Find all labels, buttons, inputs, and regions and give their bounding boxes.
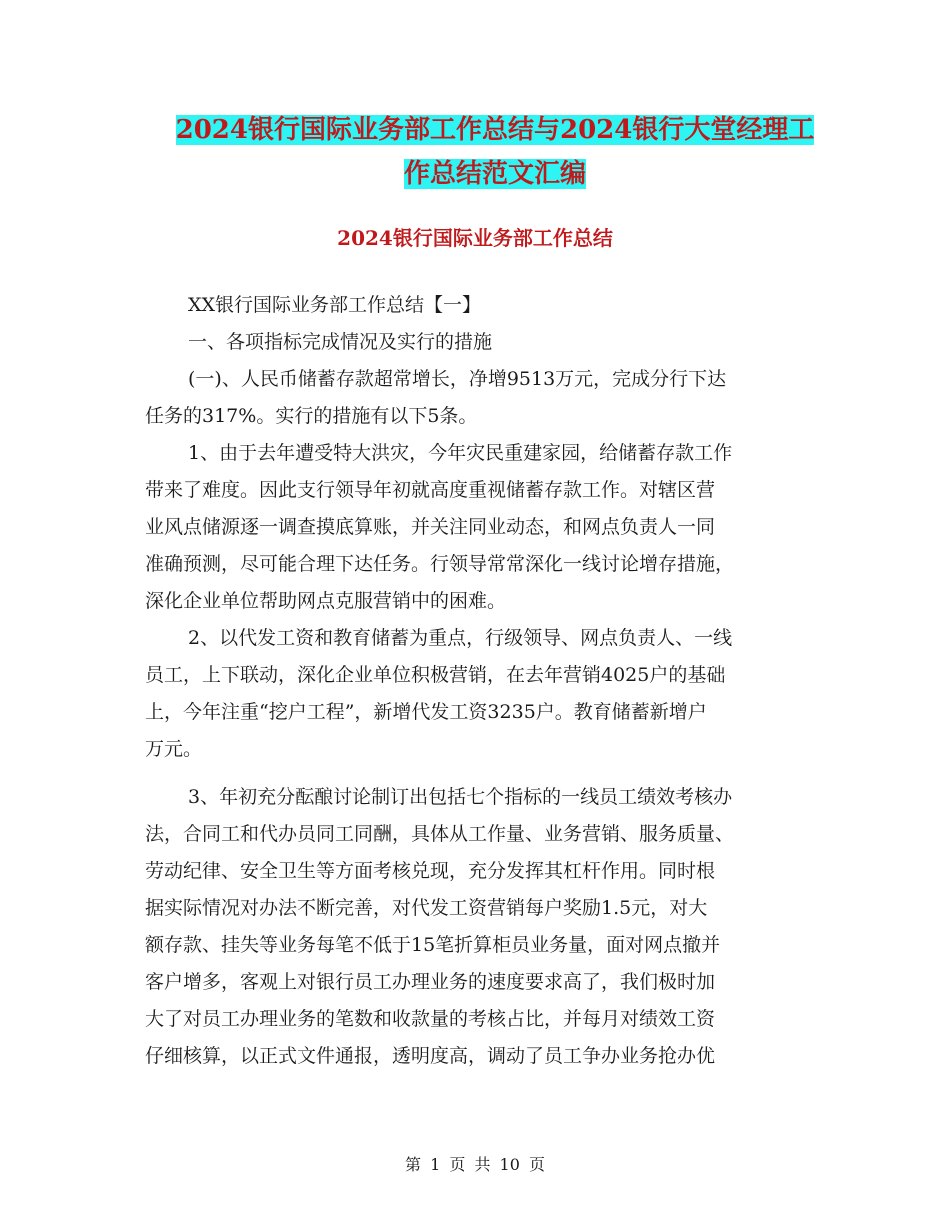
paragraph-line: 1、由于去年遭受特大洪灾，今年灾民重建家园，给储蓄存款工作 xyxy=(188,442,733,464)
paragraph-line: 上，今年注重“挖户工程”，新增代发工资3235户。教育储蓄新增户 xyxy=(145,701,707,723)
paragraph-line: 据实际情况对办法不断完善，对代发工资营销每户奖励1.5元，对大 xyxy=(145,897,708,919)
document-title-line-2: 作总结范文汇编 xyxy=(403,159,586,189)
paragraph-line: 额存款、挂失等业务每笔不低于15笔折算柜员业务量，面对网点撤并 xyxy=(145,934,721,956)
paragraph-line: 一、各项指标完成情况及实行的措施 xyxy=(188,331,493,353)
paragraph-line: XX银行国际业务部工作总结【一】 xyxy=(188,294,482,316)
paragraph-line: 劳动纪律、安全卫生等方面考核兑现，充分发挥其杠杆作用。同时根 xyxy=(145,860,716,882)
section-title: 2024银行国际业务部工作总结 xyxy=(337,226,613,250)
paragraph-line: 深化企业单位帮助网点克服营销中的困难。 xyxy=(145,590,507,612)
paragraph-line: 员工，上下联动，深化企业单位积极营销，在去年营销4025户的基础 xyxy=(145,664,726,686)
paragraph-line: 仔细核算，以正式文件通报，透明度高，调动了员工争办业务抢办优 xyxy=(145,1045,716,1067)
paragraph-line: 大了对员工办理业务的笔数和收款量的考核占比，并每月对绩效工资 xyxy=(145,1008,716,1030)
paragraph-gap xyxy=(145,768,813,779)
paragraph-line: 2、以代发工资和教育储蓄为重点，行级领导、网点负责人、一线 xyxy=(188,627,733,649)
page-footer: 第 1 页 共 10 页 xyxy=(405,1155,545,1174)
paragraph-line: 法，合同工和代办员同工同酬，具体从工作量、业务营销、服务质量、 xyxy=(145,823,735,845)
document-body xyxy=(145,287,813,1075)
paragraph-line: (一)、人民币储蓄存款超常增长，净增9513万元，完成分行下达 xyxy=(188,368,727,390)
document-title-line-1: 2024银行国际业务部工作总结与2024银行大堂经理工 xyxy=(175,115,815,145)
paragraph-line: 业风点储源逐一调查摸底算账，并关注同业动态，和网点负责人一同 xyxy=(145,516,716,538)
paragraph-line: 客户增多，客观上对银行员工办理业务的速度要求高了，我们极时加 xyxy=(145,971,716,993)
paragraph-line: 带来了难度。因此支行领导年初就高度重视储蓄存款工作。对辖区营 xyxy=(145,479,716,501)
paragraph-line: 3、年初充分酝酿讨论制订出包括七个指标的一线员工绩效考核办 xyxy=(188,786,733,808)
paragraph-line: 准确预测，尽可能合理下达任务。行领导常常深化一线讨论增存措施， xyxy=(145,553,735,575)
paragraph-line: 万元。 xyxy=(145,738,203,760)
paragraph-line: 任务的317%。实行的措施有以下5条。 xyxy=(145,405,478,427)
